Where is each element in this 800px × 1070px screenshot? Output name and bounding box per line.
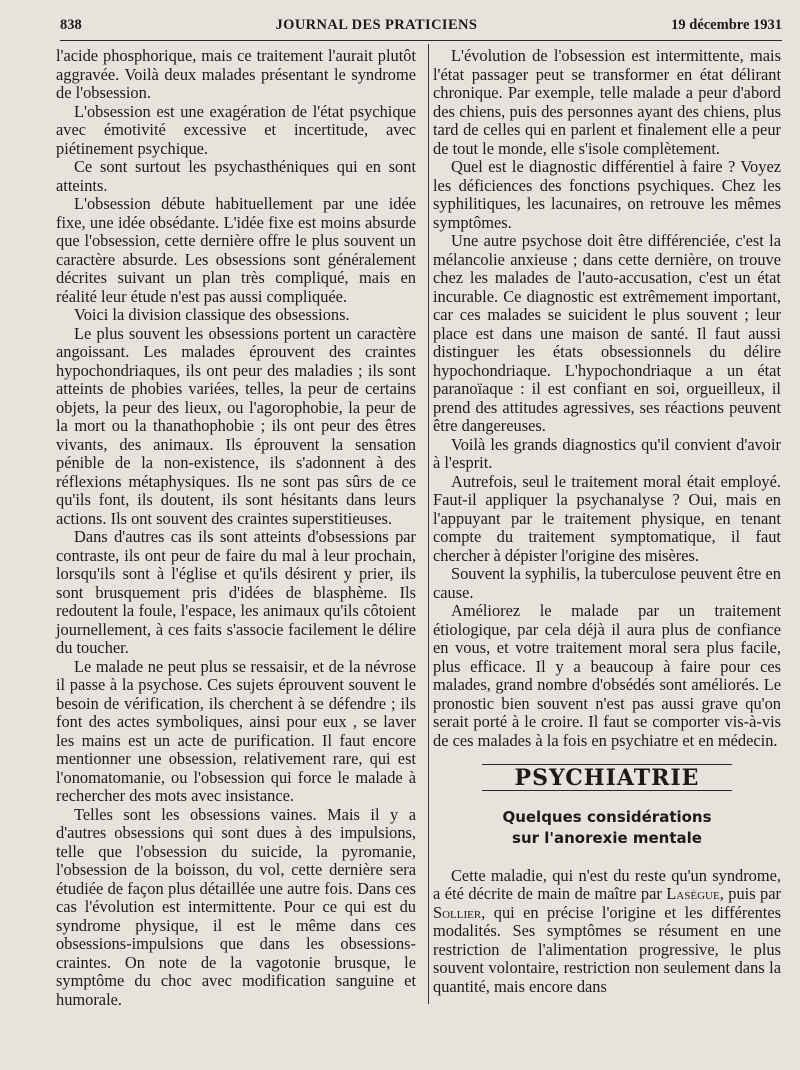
- article-title-line1: Quelques considérations: [502, 807, 712, 826]
- text-run: Cette maladie, qui n'est du reste qu'un syndrome, a été décrite de main de maître par: [433, 865, 781, 903]
- paragraph: Une autre psychose doit être différenciée, c'est la mélancolie anxieuse ; dans cette dernière, on trouve chez les malades de l'auto-accusation, c'est un état incurable. Ce diagnostic est extrêmement important, car ces malades se suicident le plus souvent ; leur place est dans une maison de santé. Il faut aussi distinguer les états obsessionnels du délire hypochondriaque. L'hypochondriaque a un état paranoïaque : il est confiant en soi, orgueilleux, il prend des attitudes agressives, ses réactions peuvent être dangereuses.: [433, 231, 781, 435]
- paragraph: Voici la division classique des obsessions.: [74, 305, 350, 324]
- page-number: 838: [60, 16, 82, 33]
- journal-title: JOURNAL DES PRATICIENS: [275, 16, 478, 33]
- paragraph: L'obsession est une exagération de l'état psychique avec émotivité excessive et incertitude, avec piétinement psychique.: [56, 101, 416, 158]
- paragraph: Quel est le diagnostic différentiel à faire ? Voyez les déficiences des fonctions psychiques. Chez les syphilitiques, les lacunaires, on retrouve les mêmes symptômes.: [433, 157, 781, 232]
- paragraph: Le plus souvent les obsessions portent un caractère angoissant. Les malades éprouvent des craintes hypochondriaques, ils ont peur des maladies ; ils sont atteints de phobies variées, telles, la peur de certains objets, la peur des lieux, ou l'agorophobie, la peur de la mort ou la thanathophobie ; ils ont peur des êtres vivants, des animaux. Ils éprouvent la sensation pénible de la non-existence, ils s'adonnent à des réflexions métaphysiques. Ils ne sont pas sûrs de ce qu'ils font, ils doutent, ils sont hésitants dans leurs actions. Ils ont souvent des craintes superstitieuses.: [56, 323, 416, 528]
- text-run: , qui en précise l'origine et les différentes modalités. Ses symptômes se résument en une restriction de l'alimentation progressive, le plus souvent volontaire, restriction non seulement dans la quantité, mais encore dans: [433, 902, 781, 996]
- paragraph: Dans d'autres cas ils sont atteints d'obsessions par contraste, ils ont peur de faire du mal à leur prochain, lorsqu'ils sont à l'église et qu'ils désirent y prier, ils sont brusquement pris d'idées de blasphème. Ils redoutent la foule, l'espace, les animaux qu'ils côtoient journellement, à ces faits s'associe facilement le délire du toucher.: [56, 527, 416, 657]
- section-heading-block: [433, 764, 781, 791]
- article-title: [433, 807, 781, 849]
- paragraph: Améliorez le malade par un traitement étiologique, par cela déjà il aura plus de confiance en vous, et votre traitement moral sera plus facile, plus efficace. Il y a beaucoup à faire pour ces malades, grand nombre d'obsédés sont améliorés. Le pronostic bien souvent n'est pas aussi grave qu'on serait porté à le croire. Il faut se comporter vis-à-vis de ces malades à la fois en psychiatre et en médecin.: [433, 601, 781, 750]
- paragraph: Telles sont les obsessions vaines. Mais il y a d'autres obsessions qui sont dues à des impulsions, telle que l'obsession du suicide, la pyromanie, l'obsession de la boisson, du vol, cette dernière sera étudiée de façon plus détaillée une autre fois. Dans ces cas l'évolution est intermittente. Pour ce qui est du syndrome physique, il est le même dans ces obsessions-impulsions que dans les obsessions-craintes. On note de la vagotonie brusque, le symptôme du choc avec modification sanguine et humorale.: [56, 804, 416, 1009]
- left-column: [56, 47, 416, 1009]
- paragraph: Le malade ne peut plus se ressaisir, et de la névrose il passe à la psychose. Ces sujets éprouvent souvent le besoin de vérification, ils cherchent à se défendre ; ils font des actes symboliques, ainsi pour eux , se laver les mains est un acte de purification. Il faut encore mentionner une obsession, relativement rare, qui est l'onomatomanie, ou l'obsession qui force le malade à rechercher des mots avec insistance.: [56, 656, 416, 805]
- column-divider: [428, 44, 429, 1004]
- paragraph: l'acide phosphorique, mais ce traitement l'aurait plutôt aggravée. Voilà deux malades présentant le syndrome de l'obsession.: [56, 46, 416, 102]
- paragraph: Voilà les grands diagnostics qu'il convient d'avoir à l'esprit.: [433, 434, 781, 472]
- article-paragraph: [433, 867, 781, 997]
- paragraph: Souvent la syphilis, la tuberculose peuvent être en cause.: [433, 564, 781, 602]
- paragraph: Ce sont surtout les psychasthéniques qui en sont atteints.: [56, 157, 416, 195]
- author-name: Sollier: [433, 902, 482, 922]
- paragraph: L'évolution de l'obsession est intermittente, mais l'état passager peut se transformer en état délirant chronique. Par exemple, telle malade a peur d'abord des chiens, puis des personnes ayant des chiens, plus tard de celles qui en parlent et finalement elle a peur de tout le monde, elle s'isole complètement.: [433, 46, 781, 158]
- issue-date: 19 décembre 1931: [671, 16, 782, 33]
- text-run: , puis par: [719, 884, 781, 903]
- paragraph: L'obsession débute habituellement par une idée fixe, une idée obsédante. L'idée fixe est moins absurde que l'obsession, cette dernière offre le plus souvent un caractère absurde. Les obsessions sont généralement décrites suivant un plan très compliqué, mais en réalité leur étude n'est pas aussi compliquée.: [56, 194, 416, 306]
- author-name: Lasègue: [666, 884, 720, 903]
- section-title: PSYCHIATRIE: [514, 765, 700, 791]
- right-column: [433, 47, 781, 996]
- paragraph: Autrefois, seul le traitement moral était employé. Faut-il appliquer la psychanalyse ? Oui, mais en l'appuyant par le traitement physique, en tenant compte du traitement symptomatique, il faut chercher à dépister l'origine des misères.: [433, 471, 781, 565]
- running-header: [60, 10, 782, 41]
- article-title-line2: sur l'anorexie mentale: [512, 828, 702, 847]
